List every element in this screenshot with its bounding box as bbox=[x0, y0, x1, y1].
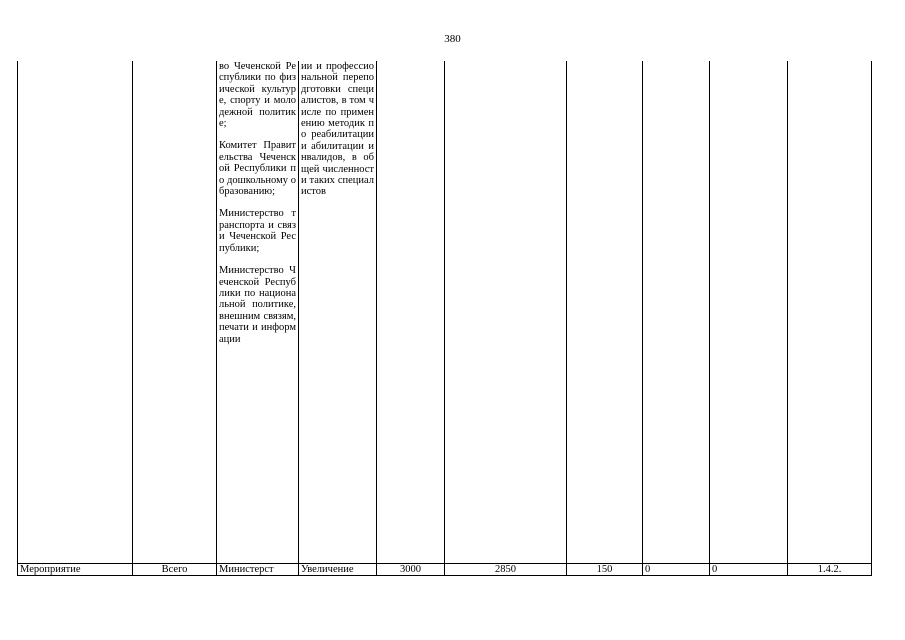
cell-executors: Министерст bbox=[217, 564, 299, 576]
cell-total bbox=[377, 61, 445, 564]
cell-value-2 bbox=[445, 61, 567, 564]
cell-value-3 bbox=[567, 61, 643, 564]
cell-value-4: 0 bbox=[643, 564, 710, 576]
executor-paragraph: Министерство транспорта и связи Чеченской Республики; bbox=[219, 208, 296, 254]
indicator-text: ии и профессиональной переподготовки специалистов, в том числе по применению методик по реабилитации и абилитации инвалидов, в общей численности таких специалистов bbox=[301, 61, 374, 198]
cell-code: 1.4.2. bbox=[788, 564, 872, 576]
cell-value-4 bbox=[643, 61, 710, 564]
cell-total: 3000 bbox=[377, 564, 445, 576]
table-row-continuation bbox=[18, 61, 872, 564]
table-row bbox=[18, 564, 872, 576]
executor-paragraph: во Чеченской Республики по физической культуре, спорту и молодежной политике; bbox=[219, 61, 296, 130]
cell-value-3: 150 bbox=[567, 564, 643, 576]
cell-funding-source bbox=[133, 61, 217, 564]
cell-funding-source: Всего bbox=[133, 564, 217, 576]
cell-event bbox=[18, 61, 133, 564]
cell-code bbox=[788, 61, 872, 564]
cell-indicator bbox=[299, 61, 377, 564]
cell-event: Мероприятие bbox=[18, 564, 133, 576]
cell-value-5: 0 bbox=[710, 564, 788, 576]
executor-paragraph: Министерство Чеченской Республики по национальной политике, внешним связям, печати и информации bbox=[219, 265, 296, 345]
cell-executors bbox=[217, 61, 299, 564]
executor-paragraph: Комитет Правительства Чеченской Республики по дошкольному образованию; bbox=[219, 140, 296, 198]
page-number: 380 bbox=[444, 33, 461, 45]
cell-value-5 bbox=[710, 61, 788, 564]
cell-value-2: 2850 bbox=[445, 564, 567, 576]
program-table bbox=[17, 61, 872, 576]
cell-indicator: Увеличение bbox=[299, 564, 377, 576]
